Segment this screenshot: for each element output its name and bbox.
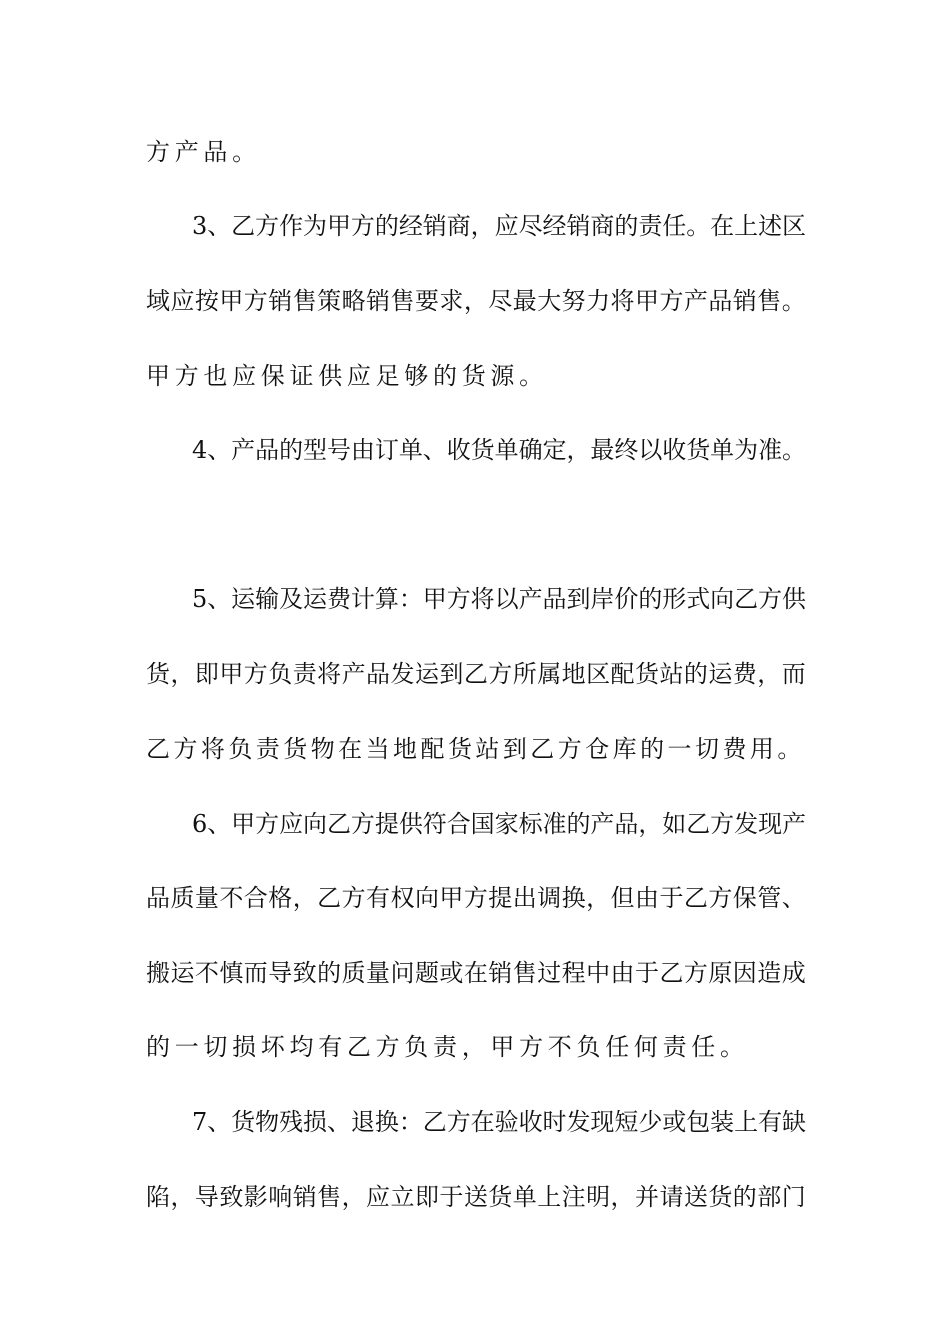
- clause-3-line-1: 3、乙方作为甲方的经销商，应尽经销商的责任。在上述区: [192, 212, 806, 240]
- clause-6-line-3: 搬运不慎而导致的质量问题或在销售过程中由于乙方原因造成: [146, 959, 807, 987]
- clause-6-line-4: 的一切损坏均有乙方负责，甲方不负任何责任。: [146, 1033, 749, 1061]
- clause-7-line-1: 7、货物残损、退换：乙方在验收时发现短少或包装上有缺: [192, 1108, 806, 1136]
- clause-5-line-2: 货，即甲方负责将产品发运到乙方所属地区配货站的运费，而: [146, 660, 807, 688]
- clause-5-line-3: 乙方将负责货物在当地配货站到乙方仓库的一切费用。: [146, 735, 805, 763]
- clause-6-line-1: 6、甲方应向乙方提供符合国家标准的产品，如乙方发现产: [192, 810, 806, 838]
- text-line-1: 方产品。: [146, 138, 261, 166]
- clause-3-line-3: 甲方也应保证供应足够的货源。: [146, 362, 548, 390]
- clause-7-line-2: 陷，导致影响销售，应立即于送货单上注明，并请送货的部门: [146, 1183, 807, 1211]
- clause-6-line-2: 品质量不合格，乙方有权向甲方提出调换，但由于乙方保管、: [146, 884, 807, 912]
- clause-4-line-1: 4、产品的型号由订单、收货单确定，最终以收货单为准。: [192, 436, 806, 464]
- clause-3-line-2: 域应按甲方销售策略销售要求，尽最大努力将甲方产品销售。: [146, 287, 807, 315]
- clause-5-line-1: 5、运输及运费计算：甲方将以产品到岸价的形式向乙方供: [192, 585, 806, 613]
